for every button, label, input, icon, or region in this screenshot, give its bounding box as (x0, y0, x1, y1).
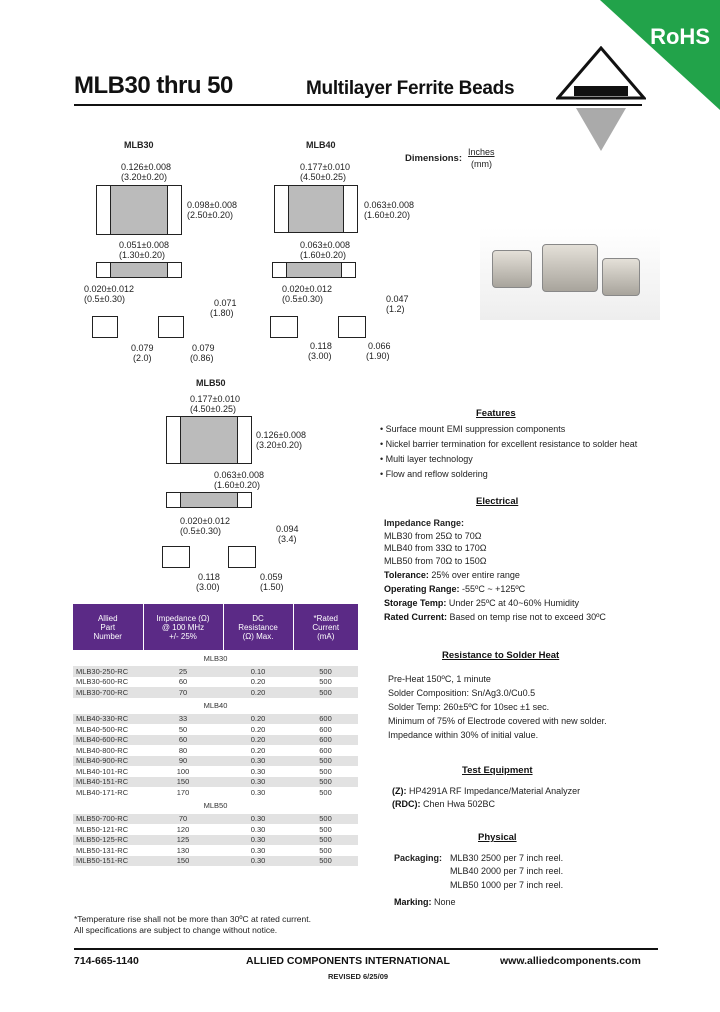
dimensions-label: Dimensions: (405, 153, 463, 164)
tolerance-line: Tolerance: 25% over entire range (384, 570, 520, 580)
mlb40-pad-height: 0.047 (386, 294, 409, 304)
physical-heading: Physical (478, 832, 517, 843)
current-cell: 500 (293, 687, 358, 698)
resistance-cell: 0.30 (223, 835, 293, 846)
impedance-cell: 33 (143, 714, 223, 725)
equipment-heading: Test Equipment (462, 765, 533, 776)
resistance-cell: 0.20 (250, 724, 266, 734)
table-row (73, 845, 358, 856)
product-photo (480, 228, 660, 320)
table-group-header (73, 698, 358, 714)
part-number-cell: MLB50-125-RC (73, 835, 143, 846)
footer-website[interactable]: www.alliedcomponents.com (500, 955, 641, 967)
packaging-label: Packaging: (394, 853, 443, 863)
mlb40-pad-height-mm: (1.2) (386, 304, 405, 314)
impedance-cell: 60 (143, 735, 223, 746)
part-number-cell: MLB40-171-RC (76, 787, 129, 797)
mlb50-side-view (166, 492, 252, 508)
spec-table (73, 604, 358, 866)
features-heading: Features (476, 408, 516, 419)
mlb30-width-mm: (2.50±0.20) (187, 210, 233, 220)
impedance-range-mlb40: MLB40 from 33Ω to 170Ω (384, 543, 487, 553)
mlb30-length-mm: (3.20±0.20) (121, 172, 167, 182)
mlb30-pad-right (158, 316, 184, 338)
part-number-cell: MLB30-600-RC (76, 677, 129, 687)
mlb30-height: 0.051±0.008 (119, 240, 169, 250)
table-row (73, 766, 358, 777)
current-cell: 500 (293, 835, 358, 846)
impedance-cell: 25 (143, 666, 223, 677)
feature-item: • Nickel barrier termination for excellent resistance to solder heat (380, 439, 638, 449)
resistance-cell: 0.30 (223, 756, 293, 767)
footer-phone: 714-665-1140 (74, 955, 139, 967)
mlb40-pad-width-mm: (3.00) (308, 351, 332, 361)
mlb30-height-mm: (1.30±0.20) (119, 250, 165, 260)
mlb30-pad-height-mm: (1.80) (210, 308, 234, 318)
mlb50-pad-height: 0.094 (276, 524, 299, 534)
current-cell: 500 (319, 677, 332, 687)
part-number-cell: MLB40-600-RC (73, 735, 143, 746)
mlb40-term: 0.020±0.012 (282, 284, 332, 294)
current-cell: 500 (319, 787, 332, 797)
col-rated-current: *Rated Current (mA) (293, 604, 358, 650)
current-cell: 500 (319, 845, 332, 855)
mlb50-pad-left (162, 546, 190, 568)
solder-item: Solder Composition: Sn/Ag3.0/Cu0.5 (388, 688, 536, 698)
impedance-cell: 70 (143, 687, 223, 698)
mlb50-length: 0.177±0.010 (190, 394, 240, 404)
impedance-cell: 150 (143, 856, 223, 867)
impedance-label: Impedance Range: (384, 518, 465, 528)
table-group-header (73, 798, 358, 814)
mlb50-term: 0.020±0.012 (180, 516, 230, 526)
impedance-range-mlb30: MLB30 from 25Ω to 70Ω (384, 531, 482, 541)
table-row (73, 745, 358, 756)
mlb50-term-mm: (0.5±0.30) (180, 526, 221, 536)
mlb30-gap: 0.079 (192, 343, 215, 353)
resistance-cell: 0.20 (223, 687, 293, 698)
mlb40-width: 0.063±0.008 (364, 200, 414, 210)
current-cell: 500 (293, 666, 358, 677)
impedance-cell: 130 (176, 845, 190, 855)
current-cell: 500 (293, 856, 358, 867)
solder-item: Pre-Heat 150ºC, 1 minute (388, 674, 491, 684)
bead-medium (602, 258, 640, 296)
resistance-cell: 0.20 (250, 745, 266, 755)
mlb40-width-mm: (1.60±0.20) (364, 210, 410, 220)
mlb30-top-view (96, 185, 182, 235)
mlb30-width: 0.098±0.008 (187, 200, 237, 210)
part-number-cell: MLB40-151-RC (73, 777, 143, 788)
part-number-cell: MLB50-121-RC (76, 824, 129, 834)
solder-heading: Resistance to Solder Heat (442, 650, 560, 661)
part-number-cell: MLB40-900-RC (73, 756, 143, 767)
current-cell: 600 (319, 724, 332, 734)
impedance-cell: 120 (176, 824, 190, 834)
dimensions-unit-inches: Inches (468, 147, 495, 157)
resistance-cell: 0.10 (223, 666, 293, 677)
mlb40-gap: 0.066 (368, 341, 391, 351)
table-row (73, 735, 358, 746)
impedance-range-mlb50: MLB50 from 70Ω to 150Ω (384, 556, 487, 566)
resistance-cell: 0.30 (250, 824, 266, 834)
equipment-rdc-line: (RDC): Chen Hwa 502BC (392, 799, 496, 809)
feature-item: • Surface mount EMI suppression components (380, 424, 566, 434)
mlb40-term-mm: (0.5±0.30) (282, 294, 323, 304)
part-number-cell: MLB50-151-RC (73, 856, 143, 867)
part-number-cell: MLB50-131-RC (76, 845, 129, 855)
table-row (73, 814, 358, 825)
impedance-cell: 60 (178, 677, 188, 687)
mlb50-pad-width: 0.118 (198, 572, 220, 582)
rohs-badge: RoHS (650, 24, 710, 49)
feature-item: • Flow and reflow soldering (380, 469, 488, 479)
mlb40-pad-left (270, 316, 298, 338)
mlb50-height: 0.063±0.008 (214, 470, 264, 480)
mlb30-length: 0.126±0.008 (121, 162, 171, 172)
bead-small (492, 250, 532, 288)
marking-line: Marking: None (394, 897, 456, 907)
current-cell: 600 (319, 745, 332, 755)
impedance-cell: 125 (143, 835, 223, 846)
col-dc-resistance: DC Resistance (Ω) Max. (223, 604, 293, 650)
mlb30-title: MLB30 (124, 140, 154, 150)
impedance-cell: 70 (143, 814, 223, 825)
table-row (73, 756, 358, 767)
table-row (73, 724, 358, 735)
table-row (73, 824, 358, 835)
mlb50-gap-mm: (1.50) (260, 582, 284, 592)
table-row (73, 787, 358, 798)
table-row (73, 714, 358, 725)
footer-rule (74, 948, 658, 950)
mlb50-pad-right (228, 546, 256, 568)
current-cell: 600 (293, 714, 358, 725)
group-name: MLB40 (203, 701, 228, 710)
mlb50-pad-height-mm: (3.4) (278, 534, 297, 544)
mlb30-term: 0.020±0.012 (84, 284, 134, 294)
mlb40-top-view (274, 185, 358, 233)
resistance-cell: 0.30 (223, 856, 293, 867)
rated-current-line: Rated Current: Based on temp rise not to exceed 30ºC (384, 612, 606, 622)
table-row (73, 856, 358, 867)
resistance-cell: 0.30 (250, 845, 266, 855)
mlb40-side-view (272, 262, 356, 278)
mlb50-height-mm: (1.60±0.20) (214, 480, 260, 490)
company-logo-icon (556, 46, 646, 156)
impedance-cell: 150 (143, 777, 223, 788)
part-number-cell: MLB40-101-RC (76, 766, 129, 776)
footer-revised: REVISED 6/25/09 (328, 972, 389, 981)
resistance-cell: 0.20 (223, 735, 293, 746)
solder-item: Solder Temp: 260±5ºC for 10sec ±1 sec. (388, 702, 550, 712)
table-row (73, 835, 358, 846)
mlb30-side-view (96, 262, 182, 278)
packaging-mlb40: MLB40 2000 per 7 inch reel. (450, 866, 564, 876)
mlb50-length-mm: (4.50±0.25) (190, 404, 236, 414)
resistance-cell: 0.30 (250, 766, 266, 776)
operating-range-line: Operating Range: -55ºC ~ +125ºC (384, 584, 526, 594)
mlb30-pad-left (92, 316, 118, 338)
table-row (73, 687, 358, 698)
current-cell: 600 (293, 735, 358, 746)
page-title: MLB30 thru 50 (74, 72, 233, 99)
footer-company: ALLIED COMPONENTS INTERNATIONAL (246, 955, 450, 967)
equipment-z-line: (Z): HP4291A RF Impedance/Material Analyzer (392, 786, 581, 796)
current-cell: 500 (293, 814, 358, 825)
solder-item: Minimum of 75% of Electrode covered with new solder. (388, 716, 607, 726)
resistance-cell: 0.30 (250, 787, 266, 797)
notes (74, 914, 311, 936)
page-subtitle: Multilayer Ferrite Beads (306, 78, 515, 99)
impedance-cell: 100 (176, 766, 190, 776)
electrical-heading: Electrical (476, 496, 519, 507)
mlb40-height-mm: (1.60±0.20) (300, 250, 346, 260)
mlb50-width: 0.126±0.008 (256, 430, 306, 440)
group-name: MLB50 (203, 801, 228, 810)
mlb30-pad-height: 0.071 (214, 298, 237, 308)
mlb30-pad-width: 0.079 (131, 343, 154, 353)
resistance-cell: 0.20 (250, 677, 266, 687)
bead-large (542, 244, 598, 292)
note-specifications: All specifications are subject to change without notice. (74, 925, 278, 935)
current-cell: 500 (319, 824, 332, 834)
note-temperature: *Temperature rise shall not be more than 30ºC at rated current. (74, 914, 311, 924)
impedance-cell: 170 (176, 787, 190, 797)
col-part-number: Allied Part Number (73, 604, 143, 650)
mlb40-length: 0.177±0.010 (300, 162, 350, 172)
current-cell: 500 (319, 766, 332, 776)
col-impedance: Impedance (Ω) @ 100 MHz +/- 25% (143, 604, 223, 650)
dimensions-unit-mm: (mm) (471, 159, 492, 169)
mlb40-pad-right (338, 316, 366, 338)
current-cell: 500 (293, 777, 358, 788)
packaging-mlb50: MLB50 1000 per 7 inch reel. (450, 880, 564, 890)
resistance-cell: 0.30 (223, 814, 293, 825)
mlb50-width-mm: (3.20±0.20) (256, 440, 302, 450)
packaging-mlb30: MLB30 2500 per 7 inch reel. (450, 853, 564, 863)
part-number-cell: MLB40-500-RC (76, 724, 129, 734)
mlb30-term-mm: (0.5±0.30) (84, 294, 125, 304)
mlb50-top-view (166, 416, 252, 464)
impedance-cell: 90 (143, 756, 223, 767)
table-row (73, 777, 358, 788)
impedance-cell: 80 (178, 745, 188, 755)
mlb40-pad-width: 0.118 (310, 341, 332, 351)
mlb30-gap-mm: (0.86) (190, 353, 214, 363)
mlb40-gap-mm: (1.90) (366, 351, 390, 361)
mlb40-height: 0.063±0.008 (300, 240, 350, 250)
impedance-cell: 50 (178, 724, 188, 734)
resistance-cell: 0.30 (223, 777, 293, 788)
mlb40-title: MLB40 (306, 140, 336, 150)
table-row (73, 666, 358, 677)
table-row (73, 677, 358, 688)
part-number-cell: MLB30-250-RC (73, 666, 143, 677)
part-number-cell: MLB40-800-RC (76, 745, 129, 755)
current-cell: 500 (293, 756, 358, 767)
storage-temp-line: Storage Temp: Under 25ºC at 40~60% Humidity (384, 598, 579, 608)
mlb40-length-mm: (4.50±0.25) (300, 172, 346, 182)
part-number-cell: MLB40-330-RC (73, 714, 143, 725)
mlb50-gap: 0.059 (260, 572, 283, 582)
resistance-cell: 0.20 (223, 714, 293, 725)
table-group-header (73, 650, 358, 666)
mlb50-pad-width-mm: (3.00) (196, 582, 220, 592)
solder-item: Impedance within 30% of initial value. (388, 730, 539, 740)
part-number-cell: MLB50-700-RC (73, 814, 143, 825)
group-name: MLB30 (203, 653, 228, 663)
part-number-cell: MLB30-700-RC (73, 687, 143, 698)
feature-item: • Multi layer technology (380, 454, 473, 464)
mlb30-pad-width-mm: (2.0) (133, 353, 152, 363)
mlb50-title: MLB50 (196, 378, 226, 388)
